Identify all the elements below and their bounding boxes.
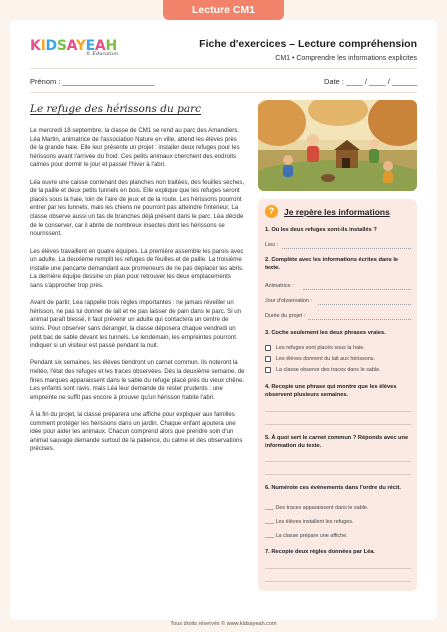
answer-line[interactable]: [265, 474, 411, 475]
level-tab: Lecture CM1: [163, 0, 284, 20]
checkbox-option[interactable]: Les refuges sont placés sous la haie.: [265, 345, 365, 351]
panel-header: [265, 205, 390, 218]
story-paragraph: Avant de partir, Léa rappelle trois règles importantes : ne jamais réveiller un hérisson, ne pas lui donner de lait et ne pas laisser de pain dans le parc. Si un animal paraît blessé, il faut prévenir un adulte qui contactera un centre de soins. Pour observer sans déranger, la classe déposera chaque vendredi un petit bac de sable devant les tunnels. Le lendemain, les empreintes pourront indiquer si un visiteur est passé pendant la nuit.: [30, 299, 242, 350]
order-item[interactable]: ___ La classe prépare une affiche.: [265, 533, 348, 539]
order-item[interactable]: ___ Les élèves installent les refuges.: [265, 519, 354, 525]
answer-line[interactable]: [265, 411, 411, 412]
lieu-label: Lieu :: [265, 242, 279, 248]
checkbox-option[interactable]: Les élèves donnent du lait aux hérissons.: [265, 356, 375, 362]
story-paragraph: Le mercredi 18 septembre, la classe de CM1 se rend au parc des Amandiers. Léa Martin, animatrice de l'association Nature en ville, attend les élèves près de la grande haie. Elle leur présente un projet : installer deux refuges pour les hérissons avant l'arrivée du froid. Ces petits animaux cherchent des endroits calmes pour dormir le jour et passer l'hiver à l'abri.: [30, 127, 240, 169]
answer-line[interactable]: [265, 568, 411, 569]
date-field[interactable]: Date : ____ / ____ / ______: [324, 77, 417, 86]
story-illustration: [258, 100, 417, 191]
jour-label: Jour d'observation :: [265, 298, 312, 304]
question-2: 2. Complète avec les informations écrites dans le texte.: [265, 257, 399, 271]
question-6: 6. Numérote ces événements dans l'ordre du récit.: [265, 485, 402, 491]
answer-line[interactable]: [265, 461, 411, 462]
logo-wordmark: KIDSAYEAH: [30, 38, 117, 54]
questions-panel: [258, 199, 417, 591]
divider: [30, 92, 417, 93]
divider: [30, 68, 417, 69]
worksheet-subtitle: CM1 • Comprendre les informations explicites: [275, 55, 417, 62]
story-paragraph: Les élèves travaillent en quatre équipes. La première assemble les parois avec un adulte. La deuxième remplit les refuges de feuilles et de paille. La troisième installe une pancarte demandant aux promeneurs de ne pas déplacer les abris. La dernière équipe dessine un plan pour retrouver les deux emplacements sans s'approcher trop près.: [30, 247, 244, 289]
story-paragraph: Léa ouvre une caisse contenant des planches non traitées, des feuilles sèches, de la paille et deux petits tunnels en bois. Elle explique que les refuges seront placés sous la haie, loin de l'aire de jeux et de la route. Les hérissons pourront entrer par les tunnels, mais les chiens ne pourront pas atteindre l'intérieur. La classe observe aussi un tas de branches déjà présent dans le parc. Léa décide de le conserver, car il abrite de nombreux insectes dont les hérissons se nourrissent.: [30, 178, 245, 238]
worksheet-title: Fiche d'exercices – Lecture compréhension: [199, 38, 417, 50]
checkbox[interactable]: [265, 367, 271, 373]
question-4: 4. Recopie une phrase qui montre que les élèves observent plusieurs semaines.: [265, 384, 397, 398]
answer-line[interactable]: [265, 424, 411, 425]
story-paragraph: Pendant six semaines, les élèves tiendront un carnet commun. Ils noteront la météo, l'état des refuges et les traces observées. Dès la deuxième semaine, de fines marques apparaissent dans le sable du refuge placé près du vieux chêne. Les enfants sont ravis, mais Léa leur demande de rester prudents : une empreinte ne suffit pas encore à prouver qu'un hérisson habite l'abri.: [30, 359, 245, 401]
duree-label: Durée du projet :: [265, 313, 306, 319]
jour-answer-line[interactable]: [318, 304, 411, 305]
checkbox[interactable]: [265, 345, 271, 351]
question-icon: ?: [265, 205, 278, 218]
story-text: [30, 127, 245, 463]
checkbox[interactable]: [265, 356, 271, 362]
brand-logo: [30, 38, 118, 62]
question-7: 7. Recopie deux règles données par Léa.: [265, 549, 375, 555]
logo-subtitle: © Education: [85, 51, 118, 57]
panel-title: Je repère les informations: [284, 206, 390, 217]
order-item[interactable]: ___ Des traces apparaissent dans le sable.: [265, 505, 369, 511]
question-5: 5. À quoi sert le carnet commun ? Réponds avec une information du texte.: [265, 435, 409, 449]
duree-answer-line[interactable]: [308, 319, 411, 320]
prenom-field[interactable]: Prénom : ______________________: [30, 77, 155, 86]
question-3: 3. Coche seulement les deux phrases vraies.: [265, 330, 386, 336]
footer-copyright: Tous droits réservés © www.kidsayeah.com: [170, 621, 277, 627]
animatrice-label: Animatrice :: [265, 283, 294, 289]
lieu-answer-line[interactable]: [282, 248, 411, 249]
checkbox-option[interactable]: La classe observe des traces dans le sable.: [265, 367, 381, 373]
question-1: 1. Où les deux refuges sont-ils installés ?: [265, 227, 377, 233]
animatrice-answer-line[interactable]: [303, 289, 411, 290]
answer-line[interactable]: [265, 581, 411, 582]
story-paragraph: À la fin du projet, la classe préparera une affiche pour expliquer aux familles comment protéger les hérissons dans un jardin. Chaque enfant ajoutera une idée pour aider les animaux. Chacun comprend alors que prendre soin d'un animal sauvage demande surtout de la patience, du calme et des observations précises.: [30, 411, 243, 453]
story-title: Le refuge des hérissons du parc: [30, 103, 201, 115]
